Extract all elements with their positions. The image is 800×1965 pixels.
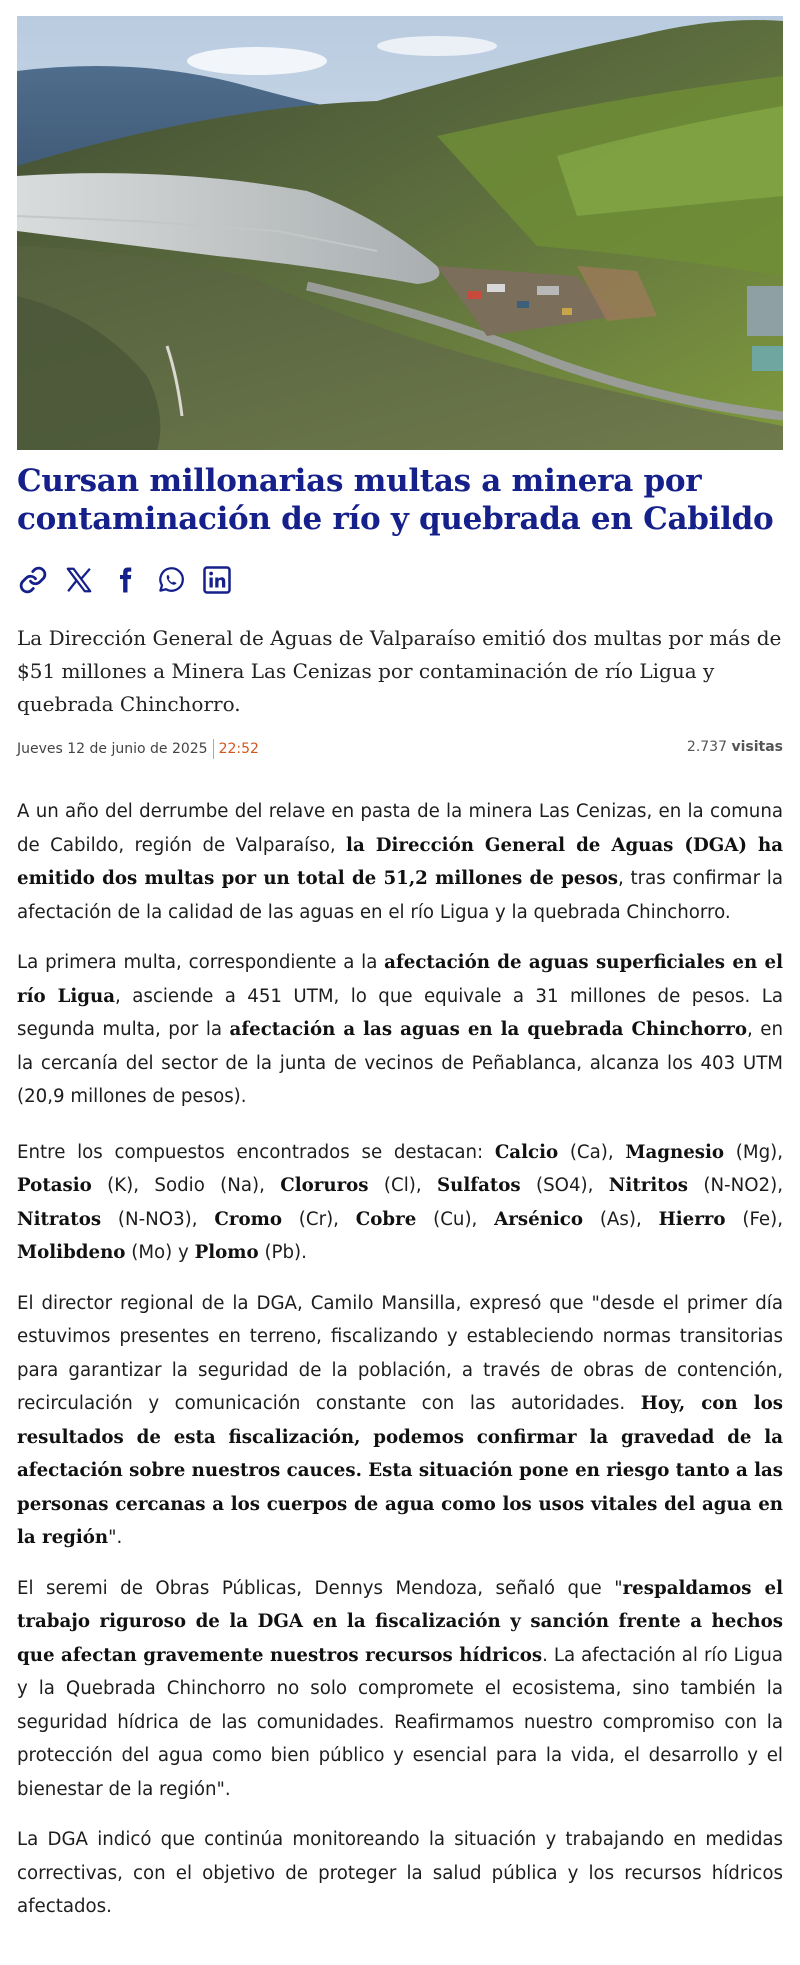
facebook-icon[interactable]	[109, 564, 141, 596]
bold-run: la Dirección General de Aguas (DGA) ha emitido dos multas por un total de 51,2 millones de pesos	[17, 834, 783, 889]
text-run: La primera multa, correspondiente a la	[17, 952, 385, 973]
bold-run: Hoy, con los resultados de esta fiscalización, podemos confirmar la gravedad de la afectación sobre nuestros cauces. Esta situación pone en riesgo tanto a las personas cercanas a los cuerpos de agua como los usos vitales del agua en la región	[17, 1393, 784, 1548]
compound-symbol: (SO4),	[520, 1175, 609, 1196]
article-meta	[17, 739, 783, 759]
compound-name: Sulfatos	[437, 1175, 521, 1196]
article-lead: La Dirección General de Aguas de Valparaíso emitió dos multas por más de $51 millones a Minera Las Cenizas por contaminación de río Ligua y quebrada Chinchorro.	[17, 626, 782, 716]
linkedin-icon[interactable]	[201, 564, 233, 596]
compound-name: Nitratos	[17, 1208, 102, 1230]
compound-symbol: (Mo) y	[125, 1242, 195, 1263]
bold-run: afectación de aguas superficiales en el río Ligua	[17, 952, 783, 1007]
body-paragraph: La DGA indicó que continúa monitoreando la situación y trabajando en medidas correctivas, con el objetivo de proteger la salud pública y los recursos hídricos afectados.	[17, 1829, 783, 1917]
body-paragraph	[17, 1572, 783, 1807]
article-body	[17, 795, 783, 1924]
text-run: A un año del derrumbe del relave en pasta de la minera Las Cenizas, en la comuna de Cabildo, región de Valparaíso,	[17, 801, 783, 856]
visit-counter	[687, 739, 783, 755]
aerial-mine-valley-photo	[17, 16, 783, 450]
compound-name: Hierro	[658, 1208, 726, 1230]
compound-name: Plomo	[194, 1242, 259, 1263]
compound-name: Molibdeno	[17, 1242, 126, 1263]
share-bar	[17, 564, 783, 596]
visit-label: visitas	[731, 739, 783, 755]
visit-count: 2.737	[686, 739, 728, 755]
compound-symbol: (Cr),	[281, 1208, 356, 1230]
compound-symbol: (Ca),	[558, 1141, 626, 1163]
compound-name: Cromo	[214, 1208, 282, 1230]
compound-name: Cloruros	[280, 1175, 369, 1196]
x-icon[interactable]	[63, 564, 95, 596]
text-run: El seremi de Obras Públicas, Dennys Mendoza, señaló que "	[17, 1577, 623, 1599]
publish-date	[17, 739, 259, 759]
text-run: , en la cercanía del sector de la junta de vecinos de Peñablanca, alcanza los 403 UTM (20,9 millones de pesos).	[17, 1019, 783, 1107]
compound-name: Calcio	[494, 1141, 559, 1163]
compound-symbol: (K), Sodio (Na),	[91, 1175, 281, 1196]
compound-symbol: (Cu),	[416, 1208, 495, 1230]
whatsapp-icon[interactable]	[155, 564, 187, 596]
compound-name: Arsénico	[494, 1208, 583, 1230]
compound-symbol: (Pb).	[258, 1242, 307, 1263]
compound-name: Cobre	[355, 1208, 417, 1230]
compound-symbol: (Fe),	[725, 1208, 783, 1230]
bold-run: afectación a las aguas en la quebrada Chinchorro	[229, 1019, 748, 1040]
link-icon[interactable]	[17, 564, 49, 596]
date-text: Jueves 12 de junio de 2025	[17, 741, 208, 757]
compounds-paragraph	[17, 1136, 783, 1270]
hero-image	[17, 16, 783, 450]
compound-symbol: (As),	[583, 1208, 659, 1230]
compound-symbol: (Mg),	[724, 1141, 783, 1163]
time-text: 22:52	[218, 741, 259, 757]
compound-name: Magnesio	[625, 1141, 725, 1163]
text-run: , tras confirmar la afectación de la calidad de las aguas en el río Ligua y la quebrada Chinchorro.	[17, 868, 783, 923]
text-run: . La afectación al río Ligua y la Quebrada Chinchorro no solo compromete el ecosistema, sino también la seguridad hídrica de las comunidades. Reafirmamos nuestro compromiso con la protección del agua como bien público y esencial para la vida, el desarrollo y el bienestar de la región".	[17, 1644, 783, 1800]
text-run: ".	[108, 1527, 123, 1548]
body-paragraph	[17, 946, 783, 1114]
article-title: Cursan millonarias multas a minera por contaminación de río y quebrada en Cabildo	[17, 463, 774, 537]
compound-symbol: (N-NO3),	[101, 1208, 215, 1230]
compound-name: Nitritos	[608, 1175, 688, 1196]
body-paragraph	[17, 1287, 783, 1555]
compound-name: Potasio	[17, 1175, 92, 1196]
bold-run: respaldamos el trabajo riguroso de la DGA en la fiscalización y sanción frente a hechos que afectan gravemente nuestros recursos hídricos	[17, 1577, 783, 1666]
compound-symbol: (N-NO2),	[688, 1175, 783, 1196]
compound-symbol: (Cl),	[368, 1175, 437, 1196]
text-run: Entre los compuestos encontrados se destacan:	[17, 1141, 495, 1163]
text-run: El director regional de la DGA, Camilo Mansilla, expresó que "desde el primer día estuvimos presentes en terreno, fiscalizando y estableciendo normas transitorias para garantizar la seguridad de la población, a través de obras de contención, recirculación y comunicación constante con las autoridades.	[17, 1292, 783, 1414]
text-run: , asciende a 451 UTM, lo que equivale a 31 millones de pesos. La segunda multa, por la	[17, 985, 783, 1040]
body-paragraph	[17, 795, 783, 929]
date-divider	[213, 739, 214, 759]
